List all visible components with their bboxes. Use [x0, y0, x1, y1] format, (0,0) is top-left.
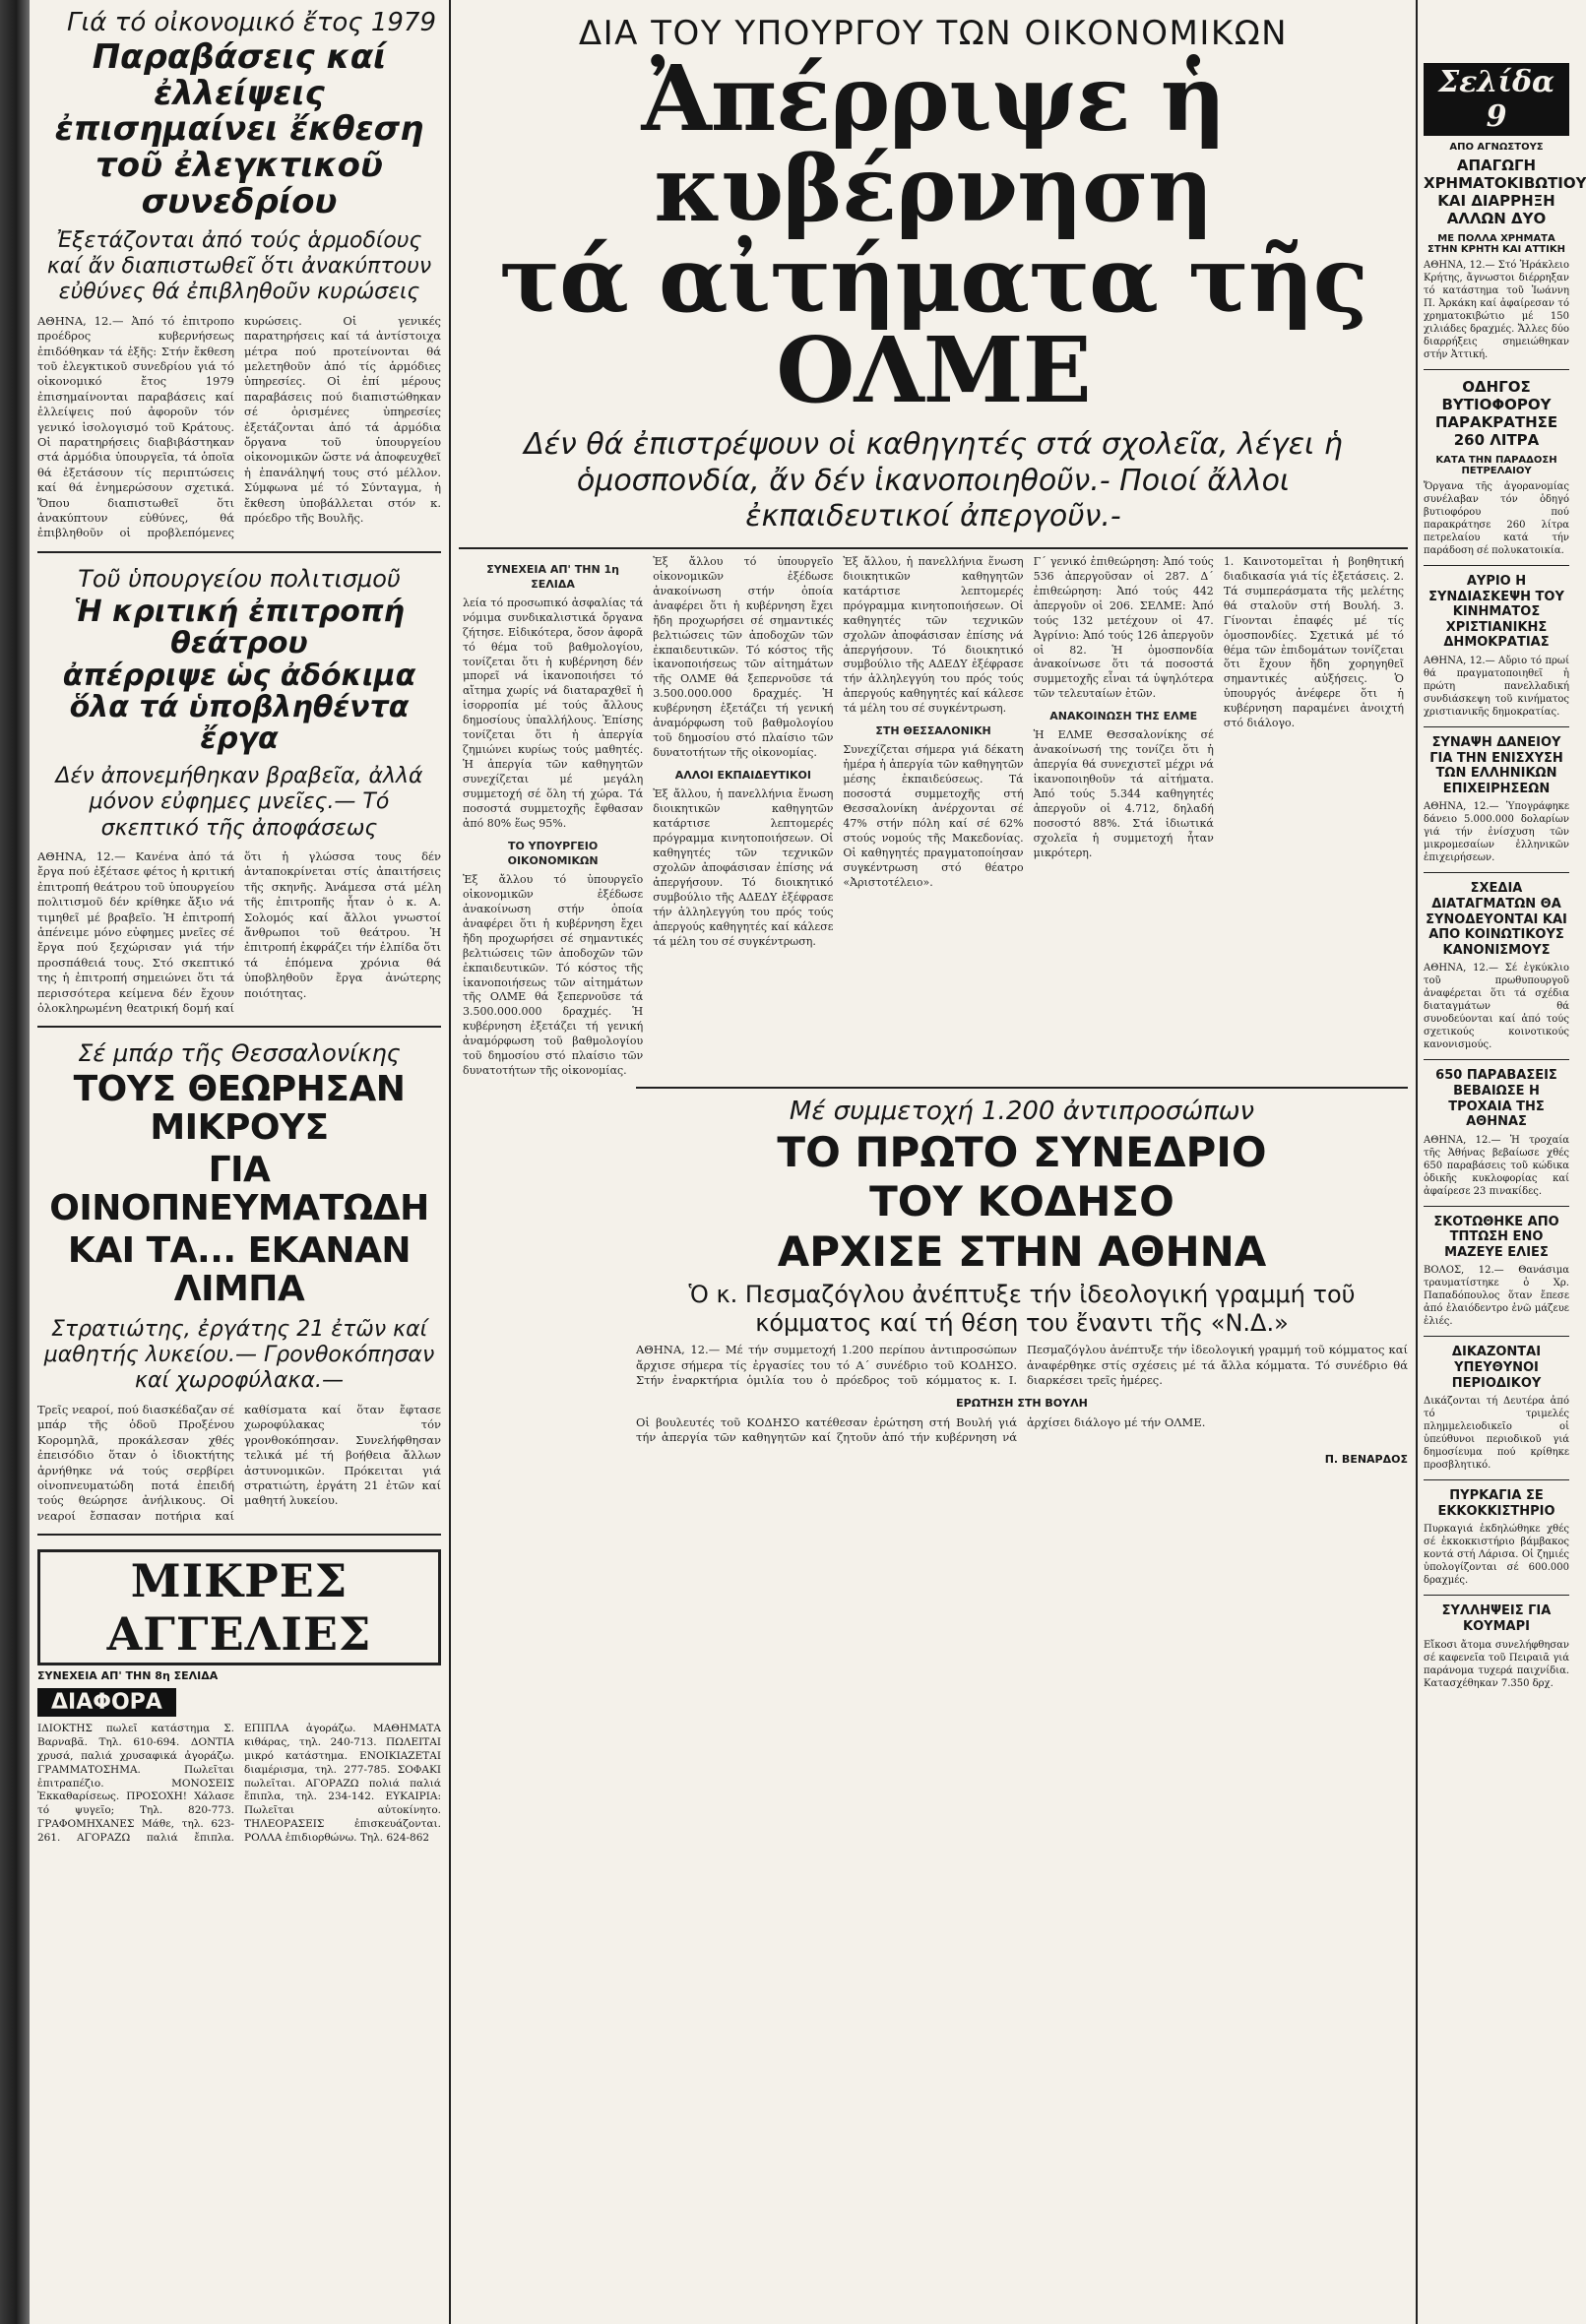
brief-text: ΒΟΛΟΣ, 12.— Θανάσιμα τραυματίστηκε ὁ Χρ. Παπαδόπουλος ὅταν ἔπεσε ἀπό ἐλαιόδεντρο ἐνῶ μάζευε ἐλιές. — [1424, 1265, 1569, 1328]
article-deck: Δέν ἀπονεμήθηκαν βραβεῖα, ἀλλά μόνον εὐφημες μνεῖες.— Τό σκεπτικό τῆς ἀποφάσεως — [55, 763, 423, 841]
brief-news-item — [1424, 142, 1586, 361]
article-kicker: Σέ μπάρ τῆς Θεσσαλονίκης — [78, 1039, 401, 1068]
story-text: 1. Καινοτομεῖται ἡ βοηθητική διαδικασία γιά τίς ἐξετάσεις. 2. Τά συμπεράσματα τῆς μελέτης θά σταλοῦν στή Βουλή. 3. Γίνονται ἐπαφές μέ τίς ὁμοσπονδίες. Σχετικά μέ τό θέμα τῶν ἐπιδομάτων τονίζεται ὅτι ἔχουν ἤδη χορηγηθεῖ σημαντικές αὐξήσεις. Ὁ ὑπουργός ἀνέφερε ὅτι ἡ κυβέρνηση παραμένει ἀνοιχτή στό διάλογο. — [1223, 554, 1405, 730]
article-headline-line: ἀπέρριψε ὡς ἀδόκιμα — [62, 658, 416, 693]
brief-text: Εἴκοσι ἄτομα συνελήφθησαν σέ καφενεῖα τοῦ Πειραιᾶ γιά παράνομα τυχερά παιχνίδια. Κατασχέθηκαν 7.350 δρχ. — [1424, 1639, 1569, 1689]
classified-ads-section — [37, 1534, 441, 1846]
article-kicker: Τοῦ ὑπουργείου πολιτισμοῦ — [78, 564, 401, 593]
brief-news-item — [1424, 1206, 1569, 1329]
article-headline-line: ΚΑΙ ΤΑ... ΕΚΑΝΑΝ ΛΙΜΠΑ — [67, 1229, 412, 1309]
brief-text: ΑΘΗΝΑ, 12.— Ἡ τροχαία τῆς Ἀθήνας βεβαίωσε χθές 650 παραβάσεις τοῦ κώδικα ὁδικῆς κυκλοφορίας καί ἀφαίρεσε 23 πινακίδες. — [1424, 1134, 1569, 1197]
left-column — [37, 0, 451, 2324]
brief-news-item — [1424, 369, 1569, 557]
divider — [1424, 1206, 1569, 1207]
story-column — [463, 555, 643, 1079]
story-subhead: ΤΟ ΥΠΟΥΡΓΕΙΟ ΟΙΚΟΝΟΜΙΚΩΝ — [507, 839, 599, 867]
article-body: Οἱ βουλευτές τοῦ ΚΟΔΗΣΟ κατέθεσαν ἐρώτηση στή Βουλή γιά τήν ἀπεργία τῶν καθηγητῶν καί ζητοῦν ἀπό τήν κυβέρνηση νά ἀρχίσει διάλογο μέ τήν ΟΛΜΕ. — [636, 1414, 1206, 1444]
story-column — [843, 555, 1023, 1079]
brief-subhead: ΚΑΤΑ ΤΗΝ ΠΑΡΑΔΟΣΗ ΠΕΤΡΕΛΑΙΟΥ — [1435, 455, 1557, 476]
article-headline-line: ΑΡΧΙΣΕ ΣΤΗΝ ΑΘΗΝΑ — [777, 1226, 1267, 1276]
story-subhead: ΣΥΝΕΧΕΙΑ ΑΠ' ΤΗΝ 1η ΣΕΛΙΔΑ — [486, 562, 619, 591]
brief-news-item — [1424, 872, 1569, 1051]
article-deck: Ὁ κ. Πεσμαζόγλου ἀνέπτυξε τήν ἰδεολογική γραμμή τοῦ κόμματος καί τή θέση του ἔναντι τῆς «Ν.Δ.» — [688, 1280, 1356, 1337]
right-column — [1416, 0, 1586, 2324]
main-kicker: ΔΙΑ ΤΟΥ ΥΠΟΥΡΓΟΥ ΤΩΝ ΟΙΚΟΝΟΜΙΚΩΝ — [578, 14, 1289, 53]
divider — [459, 547, 1408, 549]
story-text: Ἐξ ἄλλου, ἡ πανελλήνια ἕνωση διοικητικῶν καθηγητῶν κατάρτισε λεπτομερές πρόγραμμα κινητοποιήσεων. Οἱ καθηγητές τῶν τεχνικῶν σχολῶν ἀποφάσισαν ἐπίσης νά ἀπεργήσουν. Τό διοικητικό συμβούλιο τῆς ΑΔΕΔΥ ἐξέφρασε τήν ἀλληλεγγύη του πρός τούς ἀπεργούς καθηγητές καί κάλεσε τά μέλη του σέ συγκέντρωση. — [843, 554, 1024, 716]
article-audit-court — [37, 8, 441, 541]
brief-text: Πυρκαγιά ἐκδηλώθηκε χθές σέ ἐκκοκκιστήριο βάμβακος κοντά στή Λάρισα. Οἱ ζημιές ὑπολογίζονται σέ 600.000 δραχμές. — [1424, 1524, 1569, 1587]
brief-news-item — [1424, 565, 1569, 719]
brief-text: ΑΘΗΝΑ, 12.— Αὔριο τό πρωί θά πραγματοποιηθεῖ ἡ πρώτη πανελλαδική συνδιάσκεψη τοῦ κινήματος χριστιανικῆς δημοκρατίας. — [1424, 655, 1569, 718]
brief-news-item — [1424, 1595, 1569, 1689]
story-column — [1034, 555, 1214, 1079]
brief-headline: ΣΥΝΑΨΗ ΔΑΝΕΙΟΥ ΓΙΑ ΤΗΝ ΕΝΙΣΧΥΣΗ ΤΩΝ ΕΛΛΗΝΙΚΩΝ ΕΠΙΧΕΙΡΗΣΕΩΝ — [1429, 734, 1563, 796]
article-headline-line: Ἡ κριτική ἐπιτροπή θεάτρου — [74, 594, 405, 661]
brief-text: ΑΘΗΝΑ, 12.— Ὑπογράφηκε δάνειο 5.000.000 δολαρίων γιά τήν ἐνίσχυση τῶν μικρομεσαίων ἑλληνικῶν ἐπιχειρήσεων. — [1424, 801, 1569, 864]
main-headline-line: Ἀπέρριψε ἡ κυβέρνηση — [641, 45, 1226, 242]
brief-headline: ΣΧΕΔΙΑ ΔΙΑΤΑΓΜΑΤΩΝ ΘΑ ΣΥΝΟΔΕΥΟΝΤΑΙ ΚΑΙ ΑΠΟ ΚΟΙΝΩΤΙΚΟΥΣ ΚΑΝΟΝΙΣΜΟΥΣ — [1426, 881, 1567, 958]
story-column — [653, 555, 833, 1079]
brief-headline: ΠΥΡΚΑΓΙΑ ΣΕ ΕΚΚΟΚΚΙΣΤΗΡΙΟ — [1437, 1488, 1555, 1519]
story-text: Ἡ ΕΛΜΕ Θεσσαλονίκης σέ ἀνακοίνωσή της τονίζει ὅτι ἡ ἀπεργία θά συνεχιστεῖ μέχρι νά ἱκανοποιηθοῦν τά αἰτήματα. Ἀπό τούς 5.344 καθηγητές ἀπεργοῦν οἱ 4.712, δηλαδή ποσοστό 88%. Στά ἰδιωτικά σχολεῖα ἡ συμμετοχή ἦταν μικρότερη. — [1033, 728, 1214, 859]
story-text: λεία τό προσωπικό ἀσφαλίας τά νόμιμα συνδικαλιστικά ὄργανα ζήτησε. Εἰδικότερα, ὅσον ἀφορᾶ τό θέμα τοῦ βαθμολογίου, τονίζεται ὅτι ἡ κυβέρνηση δέν μπορεῖ νά ἱκανοποιήσει τό αἴτημα χωρίς νά διαταραχθεῖ ἡ ἰσορροπία μέ τούς ἄλλους δημοσίους ὑπαλλήλους. Ἐπίσης τονίζεται ὅτι ἡ ἀπεργία ζημιώνει κυρίως τούς μαθητές. Ἡ ἀπεργία τῶν καθηγητῶν συνεχίζεται μέ μεγάλη συμμετοχή σέ ὅλη τή χώρα. Τά ποσοστά συμμετοχῆς ἔφθασαν ἀπό 80% ἕως 95%. — [463, 596, 644, 830]
brief-subhead: ΜΕ ΠΟΛΛΑ ΧΡΗΜΑΤΑ ΣΤΗΝ ΚΡΗΤΗ ΚΑΙ ΑΤΤΙΚΗ — [1427, 233, 1565, 255]
story-text: Συνεχίζεται σήμερα γιά δέκατη ἡμέρα ἡ ἀπεργία τῶν καθηγητῶν μέσης ἐκπαιδεύσεως. Τά ποσοστά συμμετοχῆς στή Θεσσαλονίκη ἀνέρχονται σέ 47% στήν πόλη καί σέ 62% στούς νομούς τῆς Μακεδονίας. Οἱ καθηγητές πραγματοποίησαν συγκέντρωση στό θέατρο «Ἀριστοτέλειο». — [843, 743, 1024, 889]
divider — [1424, 1059, 1569, 1060]
divider — [1424, 1336, 1569, 1337]
brief-news-item — [1424, 1336, 1569, 1472]
brief-headline: ΣΚΟΤΩΘΗΚΕ ΑΠΟ ΤΠΤΩΣΗ ΕΝΟ ΜΑΖΕΥΕ ΕΛΙΕΣ — [1433, 1214, 1559, 1260]
article-theatre-committee — [37, 551, 441, 1017]
story-text: Γ΄ γενικό ἐπιθεώρηση: Ἀπό τούς 536 ἀπεργοῦσαν οἱ 287. Δ΄ ἐπιθεώρηση: Ἀπό τούς 442 ἀπεργοῦν οἱ 206. ΣΕΛΜΕ: Ἀπό τούς 132 μετέχουν οἱ 47. Ἀγρίνιο: Ἀπό τούς 126 ἀπεργοῦν οἱ 82. Ἡ ὁμοσπονδία ἀνακοίνωσε ὅτι τά ποσοστά συμμετοχῆς εἶναι τά ὑψηλότερα τῶν τελευταίων ἐτῶν. — [1033, 554, 1214, 701]
brief-news-item — [1424, 1059, 1569, 1197]
divider — [1424, 726, 1569, 727]
main-headline-line: τά αἰτήματα τῆς ΟΛΜΕ — [499, 226, 1367, 423]
article-headline-line: ΤΟΥΣ ΘΕΩΡΗΣΑΝ ΜΙΚΡΟΥΣ — [73, 1069, 406, 1149]
main-story-body — [459, 555, 1408, 1079]
story-subhead: ΑΛΛΟΙ ΕΚΠΑΙΔΕΥΤΙΚΟΙ — [674, 769, 811, 783]
article-headline-line: ἐπισημαίνει ἔκθεση — [54, 109, 424, 150]
article-kicker: Γιά τό οἰκονομικό ἔτος 1979 — [67, 8, 437, 37]
divider — [1424, 369, 1569, 370]
brief-headline: ΔΙΚΑΖΟΝΤΑΙ ΥΠΕΥΘΥΝΟΙ ΠΕΡΙΟΔΙΚΟΥ — [1451, 1345, 1542, 1391]
divider — [1424, 1479, 1569, 1480]
main-deck: Δέν θά ἐπιστρέψουν οἱ καθηγητές στά σχολεῖα, λέγει ἡ ὁμοσπονδία, ἄν δέν ἱκανοποιηθοῦν.- Ποιοί ἄλλοι ἐκπαιδευτικοί ἀπεργοῦν.- — [524, 427, 1343, 534]
story-subhead: ΑΝΑΚΟΙΝΩΣΗ ΤΗΣ ΕΛΜΕ — [1049, 710, 1198, 723]
article-headline-line: Παραβάσεις καί ἐλλείψεις — [92, 37, 387, 113]
brief-news-item — [1424, 1479, 1569, 1587]
article-body: ΑΘΗΝΑ, 12.— Μέ τήν συμμετοχή 1.200 περίπου ἀντιπροσώπων ἄρχισε σήμερα τίς ἐργασίες του τό Α΄ συνέδριο τοῦ ΚΟΔΗΣΟ. Στήν ἐναρκτήρια ὁμιλία του ὁ πρόεδρος τοῦ κόμματος κ. Ι. Πεσμαζόγλου ἀνέπτυξε τήν ἰδεολογική γραμμή τοῦ κόμματος καί ἀναφέρθηκε στίς σχέσεις μέ τά ἄλλα κόμματα. Τό συνέδριο θά διαρκέσει τρεῖς ἡμέρες. — [636, 1343, 1408, 1388]
page-binding-gutter — [0, 0, 30, 2324]
article-headline-line: ΤΟΥ ΚΟΔΗΣΟ — [869, 1177, 1174, 1226]
classified-continuation: ΣΥΝΕΧΕΙΑ ΑΠ' ΤΗΝ 8η ΣΕΛΙΔΑ — [37, 1669, 219, 1683]
brief-news-item — [1424, 726, 1569, 864]
article-kodiso-congress — [636, 1087, 1408, 1466]
brief-headline: ΑΠΑΓΩΓΗ ΧΡΗΜΑΤΟΚΙΒΩΤΙΟΥ ΚΑΙ ΔΙΑΡΡΗΞΗ ΑΛΛΩΝ ΔΥΟ — [1424, 157, 1586, 227]
byline: Π. ΒΕΝΑΡΔΟΣ — [1324, 1453, 1408, 1467]
article-headline-line: τοῦ ἐλεγκτικοῦ συνεδρίου — [95, 146, 383, 221]
article-body: Τρεῖς νεαροί, πού διασκέδαζαν σέ μπάρ τῆς ὁδοῦ Προξένου Κορομηλᾶ, προκάλεσαν χθές ἐπεισόδιο ὅταν ὁ ἰδιοκτήτης ἀρνήθηκε νά τούς σερβίρει οἰνοπνευματώδη ποτά ἐπειδή τούς θεώρησε ἀνήλικους. Οἱ νεαροί ἔσπασαν ποτήρια καί καθίσματα καί ὅταν ἔφτασε χωροφύλακας τόν γρονθοκόπησαν. Συνελήφθησαν τελικά μέ τή βοήθεια ἄλλων ἀστυνομικῶν. Πρόκειται γιά στρατιώτη, ἐργάτη 21 ἐτῶν καί μαθητή λυκείου. — [37, 1402, 441, 1523]
divider — [1424, 872, 1569, 873]
story-text: Ἐξ ἄλλου τό ὑπουργεῖο οἰκονομικῶν ἐξέδωσε ἀνακοίνωση στήν ὁποία ἀναφέρει ὅτι ἡ κυβέρνηση ἔχει ἤδη προχωρήσει σέ σημαντικές βελτιώσεις τῶν ἀποδοχῶν τῶν ἐκπαιδευτικῶν. Τό κόστος τῆς ἱκανοποιήσεως τῶν αἰτημάτων τῆς ΟΛΜΕ θά ξεπερνοῦσε τά 3.500.000.000 δραχμές. Ἡ κυβέρνηση ἐξετάζει τή γενική ἀναμόρφωση τοῦ βαθμολογίου τοῦ δημοσίου στό πλαίσιο τῶν δυνατοτήτων τῆς οἰκονομίας. — [463, 872, 644, 1078]
article-headline-line: ΤΟ ΠΡΩΤΟ ΣΥΝΕΔΡΙΟ — [777, 1128, 1267, 1177]
article-kicker: Μέ συμμετοχή 1.200 ἀντιπροσώπων — [789, 1097, 1255, 1127]
story-text: Ἐξ ἄλλου, ἡ πανελλήνια ἕνωση διοικητικῶν καθηγητῶν κατάρτισε λεπτομερές πρόγραμμα κινητοποιήσεων. Οἱ καθηγητές τῶν τεχνικῶν σχολῶν ἀποφάσισαν ἐπίσης νά ἀπεργήσουν. Τό διοικητικό συμβούλιο τῆς ΑΔΕΔΥ ἐξέφρασε τήν ἀλληλεγγύη του πρός τούς ἀπεργούς καθηγητές καί κάλεσε τά μέλη του σέ συγκέντρωση. — [653, 787, 834, 948]
article-body: ΑΘΗΝΑ, 12.— Κανένα ἀπό τά ἔργα πού ἐξέτασε φέτος ἡ κριτική ἐπιτροπή θεάτρου τοῦ ὑπουργείου πολιτισμοῦ δέν κρίθηκε ἄξιο νά τιμηθεῖ μέ βραβεῖο. Ἡ ἐπιτροπή ἀπένειμε μόνο εὐφημες μνεῖες σέ ἔργα πού ξεχώρισαν γιά τήν προσπάθειά τους. Στό σκεπτικό της ἡ ἐπιτροπή σημειώνει ὅτι τά περισσότερα κείμενα δέν ἔχουν ὁλοκληρωμένη θεατρική δομή καί ὅτι ἡ γλώσσα τους δέν ἀνταποκρίνεται στίς ἀπαιτήσεις τῆς σκηνῆς. Ἀνάμεσα στά μέλη τῆς ἐπιτροπῆς ἦταν ὁ κ. Α. Σολομός καί ἄλλοι γνωστοί ἄνθρωποι τοῦ θεάτρου. Ἡ ἐπιτροπή ἐκφράζει τήν ἐλπίδα ὅτι τά ἑπόμενα χρόνια θά ὑποβληθοῦν ἔργα ἀνώτερης ποιότητας. — [37, 848, 441, 1016]
article-headline-line: ὅλα τά ὑποβληθέντα ἔργα — [69, 690, 410, 757]
classified-ads-title: ΜΙΚΡΕΣ ΑΓΓΕΛΙΕΣ — [37, 1549, 441, 1665]
brief-headline: ΣΥΛΛΗΨΕΙΣ ΓΙΑ ΚΟΥΜΑΡΙ — [1441, 1603, 1552, 1635]
story-text: Ἐξ ἄλλου τό ὑπουργεῖο οἰκονομικῶν ἐξέδωσε ἀνακοίνωση στήν ὁποία ἀναφέρει ὅτι ἡ κυβέρνηση ἔχει ἤδη προχωρήσει σέ σημαντικές βελτιώσεις τῶν ἀποδοχῶν τῶν ἐκπαιδευτικῶν. Τό κόστος τῆς ἱκανοποιήσεως τῶν αἰτημάτων τῆς ΟΛΜΕ θά ξεπερνοῦσε τά 3.500.000.000 δραχμές. Ἡ κυβέρνηση ἐξετάζει τή γενική ἀναμόρφωση τοῦ βαθμολογίου τοῦ δημοσίου στό πλαίσιο τῶν δυνατοτήτων τῆς οἰκονομίας. — [653, 554, 834, 760]
page-number-tag: Σελίδα 9 — [1424, 63, 1569, 136]
classified-ads-text: ΙΔΙΟΚΤΗΣ πωλεῖ κατάστημα Σ. Βαρναβᾶ. Τηλ. 610-694. ΔΟΝΤΙΑ χρυσά, παλιά χρυσαφικά ἀγοράζω. ΓΡΑΜΜΑΤΟΣΗΜΑ. Πωλεῖται ἐπιτραπέζιο. ΜΟΝΟΣΕΙΣ Ἐκκαθαρίσεως. ΠΡΟΣΟΧΗ! Χάλασε τό ψυγεῖο; Τηλ. 820-773. ΓΡΑΦΟΜΗΧΑΝΕΣ Μάθε, τηλ. 623-261. ΑΓΟΡΑΖΩ παλιά ἔπιπλα. ΕΠΙΠΛΑ ἀγοράζω. ΜΑΘΗΜΑΤΑ κιθάρας, τηλ. 240-713. ΠΩΛΕΙΤΑΙ μικρό κατάστημα. ΕΝΟΙΚΙΑΖΕΤΑΙ διαμέρισμα, τηλ. 277-785. ΣΟΦΑΚΙ πωλεῖται. ΑΓΟΡΑΖΩ πολιά παλιά ἔπιπλα, τηλ. 234-142. ΕΥΚΑΙΡΙΑ: Πωλεῖται αὐτοκίνητο. ΤΗΛΕΟΡΑΣΕΙΣ ἐπισκευάζονται. ΡΟΛΛΑ ἐπιδιορθώνω. Τηλ. 624-862 — [37, 1723, 441, 1844]
brief-text: ΑΘΗΝΑ, 12.— Σέ ἐγκύκλιο τοῦ πρωθυπουργοῦ ἀναφέρεται ὅτι τά σχέδια διαταγμάτων θά συνοδεύονται καί ἀπό τούς σχετικούς κοινοτικούς κανονισμούς. — [1424, 963, 1569, 1051]
story-subhead: ΕΡΩΤΗΣΗ ΣΤΗ ΒΟΥΛΗ — [956, 1396, 1088, 1410]
divider — [1424, 565, 1569, 566]
brief-text: Ὄργανα τῆς ἀγορανομίας συνέλαβαν τόν ὁδηγό βυτιοφόρου πού παρακράτησε 260 λίτρα πετρελαίου κατά τήν παράδοση σέ πολυκατοικία. — [1424, 481, 1569, 556]
brief-text: Δικάζονται τή Δευτέρα ἀπό τό τριμελές πλημμελειοδικεῖο οἱ ὑπεύθυνοι περιοδικοῦ γιά δημοσίευμα πού κρίθηκε προσβλητικό. — [1424, 1396, 1569, 1472]
article-body: ΑΘΗΝΑ, 12.— Ἀπό τό ἐπιτροπο προέδρος κυβερνήσεως ἐπιδόθηκαν τά ἑξῆς: Στήν ἔκθεση τοῦ ἐλεγκτικοῦ συνεδρίου γιά τό οἰκονομικό ἔτος 1979 ἐπισημαίνονται παραβάσεις καί ἐλλείψεις πού ἀφοροῦν τόν γενικό ἰσολογισμό τοῦ Κράτους. Οἱ παρατηρήσεις διαβιβάστηκαν στά ἁρμόδια ὑπουργεῖα, τά ὁποῖα θά ἐξετάσουν τίς περιπτώσεις καί θά ἐνημερώσουν σχετικά. Ὅπου διαπιστωθεῖ ὅτι ἀνακύπτουν εὐθύνες, θά ἐπιβληθοῦν οἱ προβλεπόμενες κυρώσεις. Οἱ γενικές παρατηρήσεις καί τά ἀντίστοιχα μέτρα πού προτείνονται θά μελετηθοῦν ἀπό τίς ἁρμόδιες ὑπηρεσίες. Οἱ ἐπί μέρους παραβάσεις πού διαπιστώθηκαν σέ ὁρισμένες ὑπηρεσίες ἐξετάζονται ἀπό τά ἁρμόδια ὄργανα τοῦ ὑπουργείου οἰκονομικῶν ὥστε νά ἀποφευχθεῖ ἡ ἐπανάληψή τους στό μέλλον. Σύμφωνα μέ τό Σύνταγμα, ἡ ἔκθεση ὑποβάλλεται στόν κ. πρόεδρο τῆς Βουλῆς. — [37, 313, 441, 540]
article-thessaloniki-bar — [37, 1026, 441, 1524]
brief-kicker: ΑΠΟ ΑΓΝΩΣΤΟΥΣ — [1449, 142, 1544, 153]
main-story-column — [459, 0, 1408, 2324]
brief-headline: 650 ΠΑΡΑΒΑΣΕΙΣ ΒΕΒΑΙΩΣΕ Η ΤΡΟΧΑΙΑ ΤΗΣ ΑΘΗΝΑΣ — [1435, 1068, 1557, 1130]
article-headline-line: ΓΙΑ ΟΙΝΟΠΝΕΥΜΑΤΩΔΗ — [49, 1150, 429, 1229]
brief-news-list — [1424, 142, 1586, 1690]
brief-text: ΑΘΗΝΑ, 12.— Στό Ἡράκλειο Κρήτης, ἄγνωστοι διέρρηξαν τό κατάστημα τοῦ Ἰωάννη Π. Ἀρκάκη καί ἀφαίρεσαν τό χρηματοκιβώτιο μέ 150 χιλιάδες δραχμές. Ἄλλες δύο διαρρήξεις σημειώθηκαν στήν Ἀττική. — [1424, 260, 1569, 360]
classified-category-tag: ΔΙΑΦΟΡΑ — [37, 1688, 176, 1717]
story-subhead: ΣΤΗ ΘΕΣΣΑΛΟΝΙΚΗ — [875, 724, 991, 738]
brief-headline: ΑΥΡΙΟ Η ΣΥΝΔΙΑΣΚΕΨΗ ΤΟΥ ΚΙΝΗΜΑΤΟΣ ΧΡΙΣΤΙΑΝΙΚΗΣ ΔΗΜΟΚΡΑΤΙΑΣ — [1428, 574, 1564, 651]
article-deck: Στρατιώτης, ἐργάτης 21 ἐτῶν καί μαθητής λυκείου.— Γρονθοκόπησαν καί χωροφύλακα.— — [43, 1316, 435, 1394]
article-deck: Ἐξετάζονται ἀπό τούς ἁρμοδίους καί ἄν διαπιστωθεῖ ὅτι ἀνακύπτουν εὐθύνες θά ἐπιβληθοῦν κυρώσεις — [46, 227, 432, 305]
story-column — [1224, 555, 1404, 1079]
divider — [1424, 1595, 1569, 1596]
brief-headline: ΟΔΗΓΟΣ ΒΥΤΙΟΦΟΡΟΥ ΠΑΡΑΚΡΑΤΗΣΕ 260 ΛΙΤΡΑ — [1434, 378, 1558, 449]
